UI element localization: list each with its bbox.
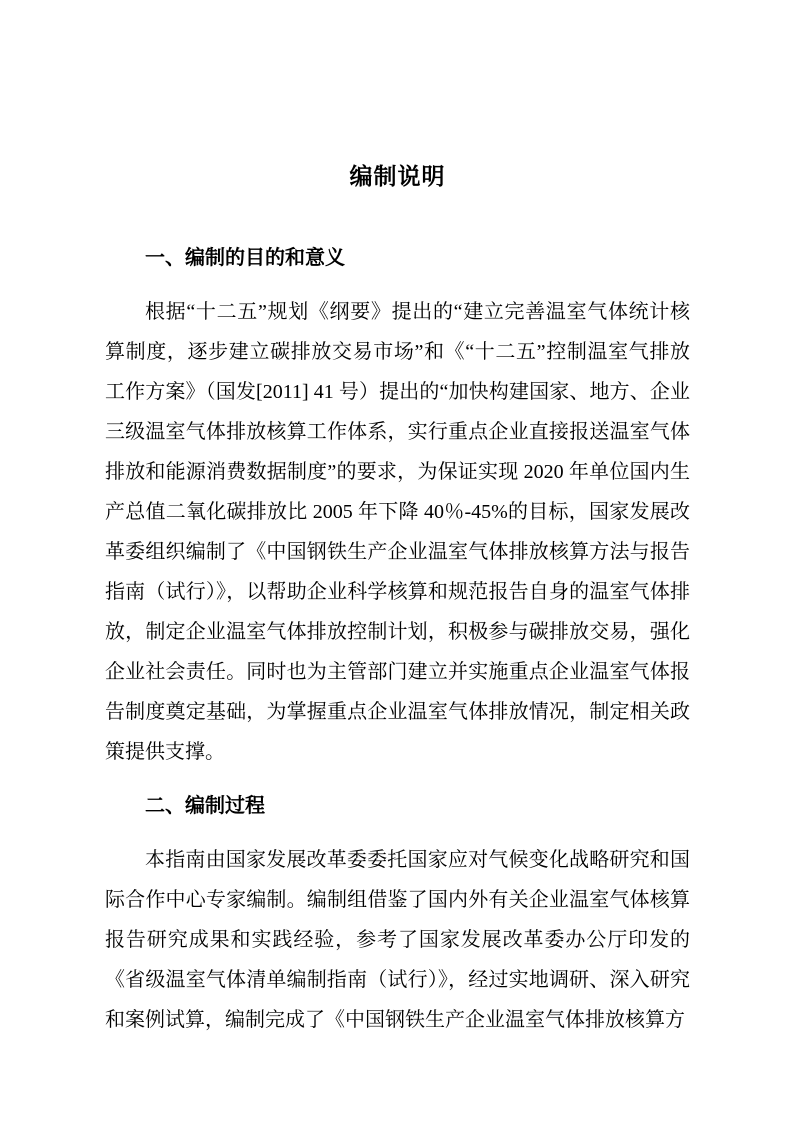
page-title: 编制说明 — [349, 163, 446, 189]
section-2-heading: 二、编制过程 — [145, 795, 265, 817]
section-1-paragraph: 根据“十二五”规划《纲要》提出的“建立完善温室气体统计核算制度，逐步建立碳排放交易市场”和《“十二五”控制温室气排放工作方案》（国发[2011] 41 号）提出的“加快构建国家、地方、企业三级温室气体排放核算工作体系，实行重点企业直接报送温室气体排放和能源消费数据制度”的要求，为保证实现 2020 年单位国内生产总值二氧化碳排放比 2005 年下降 40％-45%的目标，国家发展改革委组织编制了《中国钢铁生产企业温室气体排放核算方法与报告指南（试行）》，以帮助企业科学核算和规范报告自身的温室气体排放，制定企业温室气体排放控制计划，积极参与碳排放交易，强化企业社会责任。同时也为主管部门建立并实施重点企业温室气体报告制度奠定基础，为掌握重点企业温室气体排放情况，制定相关政策提供支撑。 — [105, 301, 690, 763]
section-2-paragraph: 本指南由国家发展改革委委托国家应对气候变化战略研究和国际合作中心专家编制。编制组借鉴了国内外有关企业温室气体核算报告研究成果和实践经验，参考了国家发展改革委办公厅印发的《省级温室气体清单编制指南（试行）》，经过实地调研、深入研究和案例试算，编制完成了《中国钢铁生产企业温室气体排放核算方 — [105, 849, 690, 1031]
section-1-heading: 一、编制的目的和意义 — [145, 247, 345, 269]
